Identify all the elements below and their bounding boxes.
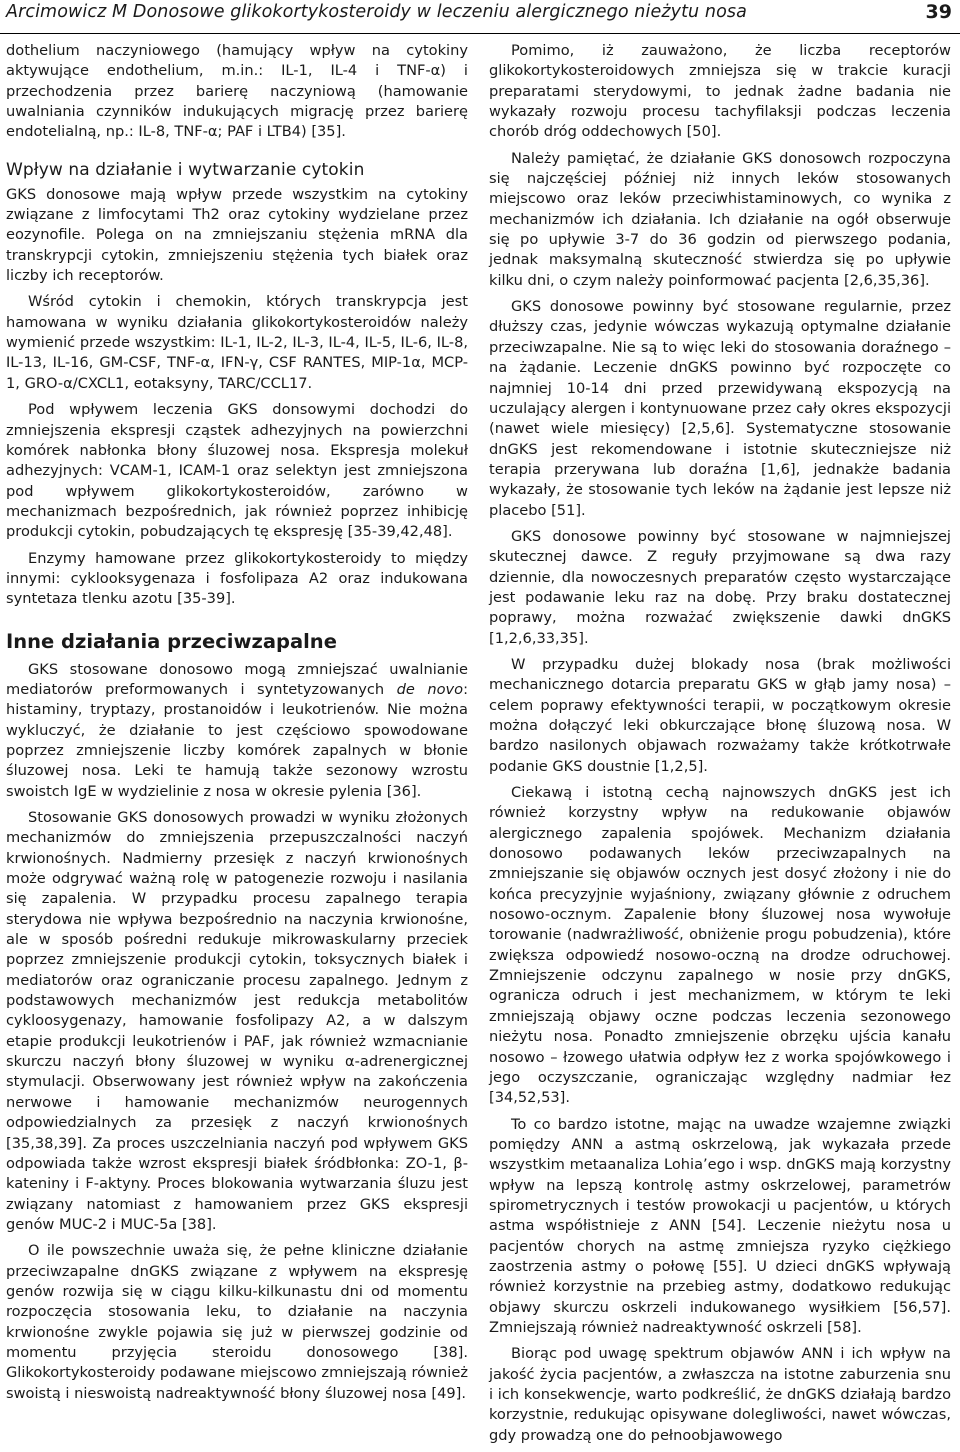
- paragraph-cytokines-list: Wśród cytokin i chemokin, których transkrypcja jest hamowana w wyniku działania glikokortykosteroidów należy wymienić przede wszystkim: IL-1, IL-2, IL-3, IL-4, IL-5, IL-6, IL-8, IL-13, IL-16, GM-CSF, TNF-α, IFN-γ, CSF RANTES, MIP-1α, MCP-1, GRO-α/CXCL1, eotaksyny, TARC/CCL17.: [6, 293, 468, 392]
- paragraph-regular-use: GKS donosowe powinny być stosowane regularnie, przez dłuższy czas, jedynie wówczas wykazują optymalne działanie przeciwzapalne. Nie są to więc leki do stosowania doraźnego – na żądanie. Leczenie dnGKS powinno być rozpoczęte co najmniej 10-14 dni przed przewidywaną ekspozycją na uczulający alergen i kontynuowane przez cały okres ekspozycji (nawet wiele miesięcy) [2,5,6]. Systematyczne stosowanie dnGKS jest rekomendowane i istotnie skuteczniejsze niż terapia przerywana lub doraźna [1,6], jednakże badania wykazały, że stosowanie tych leków na żądanie jest lepsze niż placebo [51].: [489, 298, 951, 519]
- mediators-text-end: : histaminy, tryptazy, prostanoidów i leukotrienów. Nie można wykluczyć, że działanie to jest częściowo spowodowane poprzez zmniejszenie liczby komórek zapalnych w błonie śluzowej nosa. Leki te hamują także sezonowy wzrostu swoistch IgE w wydzielinie z nosa w okresie pylenia [36].: [6, 680, 468, 800]
- paragraph-continued: dothelium naczyniowego (hamujący wpływ na cytokiny aktywujące endothelium, m.in.: IL-1, IL-4 i TNF-α) i przechodzenia przez barierę naczyniową (hamowanie uwalniania czynników indukujących migrację przez barierę endotelialną, np.: IL-8, TNF-α; PAF i LTB4) [35].: [6, 42, 468, 141]
- paragraph-receptors: Pomimo, iż zauważono, że liczba receptorów glikokortykosteroidowych zmniejsza się w trakcie kuracji preparatami sterydowymi, to jednak żadne badania nie wykazały rozwoju procesu tachyfilaksji podczas leczenia chorób dróg oddechowych [50].: [489, 42, 951, 141]
- paragraph-dosage: GKS donosowe powinny być stosowane w najmniejszej skutecznej dawce. Z reguły przyjmowane są dwa razy dziennie, dla nowoczesnych preparatów często wystarczające jest podawanie leku raz na dobę. Przy braku dostatecznej poprawy, można rozważać zwiększenie dawki dnGKS [1,2,6,33,35].: [489, 527, 951, 647]
- paragraph-onset-timing: Należy pamiętać, że działanie GKS donosowch rozpoczyna się najczęściej później niż innych leków stosowanych miejscowo oraz leków przeciwhistaminowych, co wynika z mechanizmów ich działania. Ich działanie na ogół obserwuje się po upływie 3-7 do 36 godzin od pierwszego podania, jednak maksymalną skuteczność stwierdza się po upływie kilku dni, o czym należy poinformować pacjenta [2,6,35,36].: [489, 149, 951, 289]
- running-head: Arcimowicz M Donosowe glikokortykosteroidy w leczeniu alergicznego nieżytu nosa: [6, 2, 747, 22]
- mediators-italic-term: de novo: [396, 680, 464, 698]
- mediators-text-start: GKS stosowane donosowo mogą zmniejszać uwalnianie mediatorów preformowanych i syntetyzowanych: [6, 660, 468, 698]
- paragraph-cytokines-intro: GKS donosowe mają wpływ przede wszystkim na cytokiny związane z limfocytami Th2 oraz cytokiny wydzielane przez eozynofile. Polega on na zmniejszaniu stężenia mRNA dla transkrypcji cytokin, zmniejszeniu stężenia tych białek oraz liczby ich receptorów.: [6, 185, 468, 285]
- paragraph-quality-of-life: Biorąc pod uwagę spektrum objawów ANN i ich wpływ na jakość życia pacjentów, a zwłaszcza na istotne zaburzenia snu i ich konsekwencje, warto podkreślić, że dnGKS działają bardzo korzystnie, redukując opisywane dolegliwości, nawet wówczas, gdy prowadzą one do pełnoobjawowego: [489, 1345, 951, 1444]
- paragraph-asthma: To co bardzo istotne, mając na uwadze wzajemne związki pomiędzy ANN a astmą oskrzelową, jak wykazała przede wszystkim metaanaliza Lohia’ego i wsp. dnGKS mają korzystny wpływ na lepszą kontrolę astmy oskrzelowej, parametrów spirometrycznych i testów prowokacji u pacjentów, u których astma współistnieje z ANN [54]. Leczenie nieżytu nosa u pacjentów chorych na astmę zmniejsza ryzyko ciężkiego zaostrzenia astmy o połowę [55]. U dzieci dnGKS wpływają również korzystnie na przebieg astmy, dodatkowo redukując objawy skurczu oskrzeli indukowanego wysiłkiem [56,57]. Zmniejszają również nadreaktywność oskrzeli [58].: [489, 1115, 951, 1336]
- paragraph-mediators: [6, 660, 468, 802]
- subsection-heading-cytokines: Wpływ na działanie i wytwarzanie cytokin: [6, 159, 365, 180]
- paragraph-vascular-permeability: Stosowanie GKS donosowych prowadzi w wyniku złożonych mechanizmów do zmniejszenia przepuszczalności naczyń krwionośnych. Nadmierny przesięk z naczyń krwionośnych może odgrywać ważną rolę w patogenezie rozwoju i nasilania się zapalenia. W przypadku procesu zapalnego terapia sterydowa nie wpływa bezpośrednio na naczynia krwionośne, ale w sposób pośredni redukuje mikrowaskularny przeciek poprzez zmniejszenie produkcji cytokin, toksycznych białek i mediatorów oraz ograniczanie procesu zapalnego. Jednym z podstawowych mechanizmów jest redukcja metabolitów cykloosygenazy, hamowanie fosfolipazy A2, a w dalszym etapie produkcji leukotrienów i PAF, jak również wzmacnianie skurczu naczyń błony śluzowej w wyniku α-adrenergicznej stymulacji. Obserwowany jest również wpływ na zakończenia nerwowe i hamowanie mechanizmów neurogennych odpowiedzialnych za przesięk z naczyń krwionośnych [35,38,39]. Za proces uszczelniania naczyń pod wpływem GKS odpowiada także wzrost ekspresji białek śródbłonka: ZO-1, β-kateniny i F-aktyny. Proces blokowania wytwarzania śluzu jest związany natomiast z hamowaniem przez GKS ekspresji genów MUC-2 i MUC-5a [38].: [6, 809, 468, 1233]
- page-number: 39: [925, 1, 952, 23]
- page-header: [0, 0, 960, 34]
- left-column: [6, 41, 468, 1410]
- paragraph-onset-of-action: O ile powszechnie uważa się, że pełne kliniczne działanie przeciwzapalne dnGKS związane z wpływem na ekspresję genów rozwija się w ciągu kilku-kilkunastu dni od momentu rozpoczęcia stosowania leku, to działanie na naczynia krwionośne zwykle pojawia się już w pierwszej godzinie od momentu przyjęcia steroidu donosowego [38]. Glikokortykosteroidy podawane miejscowo zmniejszają również swoistą i nieswoistą nadreaktywność błony śluzowej nosa [49].: [6, 1242, 468, 1402]
- paragraph-ocular-symptoms: Ciekawą i istotną cechą najnowszych dnGKS jest ich również korzystny wpływ na redukowanie objawów alergicznego zapalenia spojówek. Mechanizm działania donosowo podawanych leków przeciwzapalnych na zmniejszanie się objawów ocznych jest dosyć złożony i nie do końca precyzyjnie wyjaśniony, związany głównie z odruchem nosowo-ocznym. Zapalenie błony śluzowej nosa wywołuje torowanie (nadwrażliwość, obniżenie progu pobudzenia), które zwiększa odpowiedź nosowo-oczną na drodze odruchowej. Zmniejszenie odczynu zapalnego w nosie przy dnGKS, ogranicza odruch i jest mechanizmem, w którym te leki zmniejszają objawy oczne podczas leczenia sezonowego nieżytu nosa. Ponadto zmniejszenie obrzęku ujścia kanału nosowo – łzowego ułatwia odpływ łez z worka spojówkowego i jego oczyszczanie, ograniczając względny nadmiar łez [34,52,53].: [489, 784, 951, 1107]
- paragraph-enzymes: Enzymy hamowane przez glikokortykosteroidy to między innymi: cyklooksygenaza i fosfolipaza A2 oraz indukowana syntetaza tlenku azotu [35-39].: [6, 549, 468, 608]
- paragraph-adhesion-molecules: Pod wpływem leczenia GKS donsowymi dochodzi do zmniejszenia ekspresji cząstek adhezyjnych na powierzchni komórek nabłonka błony śluzowej nosa. Ekspresja molekuł adhezyjnych: VCAM-1, ICAM-1 oraz selektyn jest zmniejszona pod wpływem glikokortykosteroidów, zarówno w mechanizmach bezpośrednich, jak również poprzez inhibicję produkcji cytokin, pobudzających tę ekspresję [35-39,42,48].: [6, 401, 468, 541]
- section-heading-other-actions: Inne działania przeciwzapalne: [6, 629, 337, 653]
- right-column: [489, 41, 951, 1452]
- paragraph-nasal-blockade: W przypadku dużej blokady nosa (brak możliwości mechanicznego dotarcia preparatu GKS w głąb jamy nosa) – celem poprawy efektywności terapii, w początkowym okresie można dołączyć leki obkurczające błonę śluzową nosa. W bardzo nasilonych objawach rozważamy także krótkotrwałe podanie GKS doustnie [1,2,5].: [489, 655, 951, 775]
